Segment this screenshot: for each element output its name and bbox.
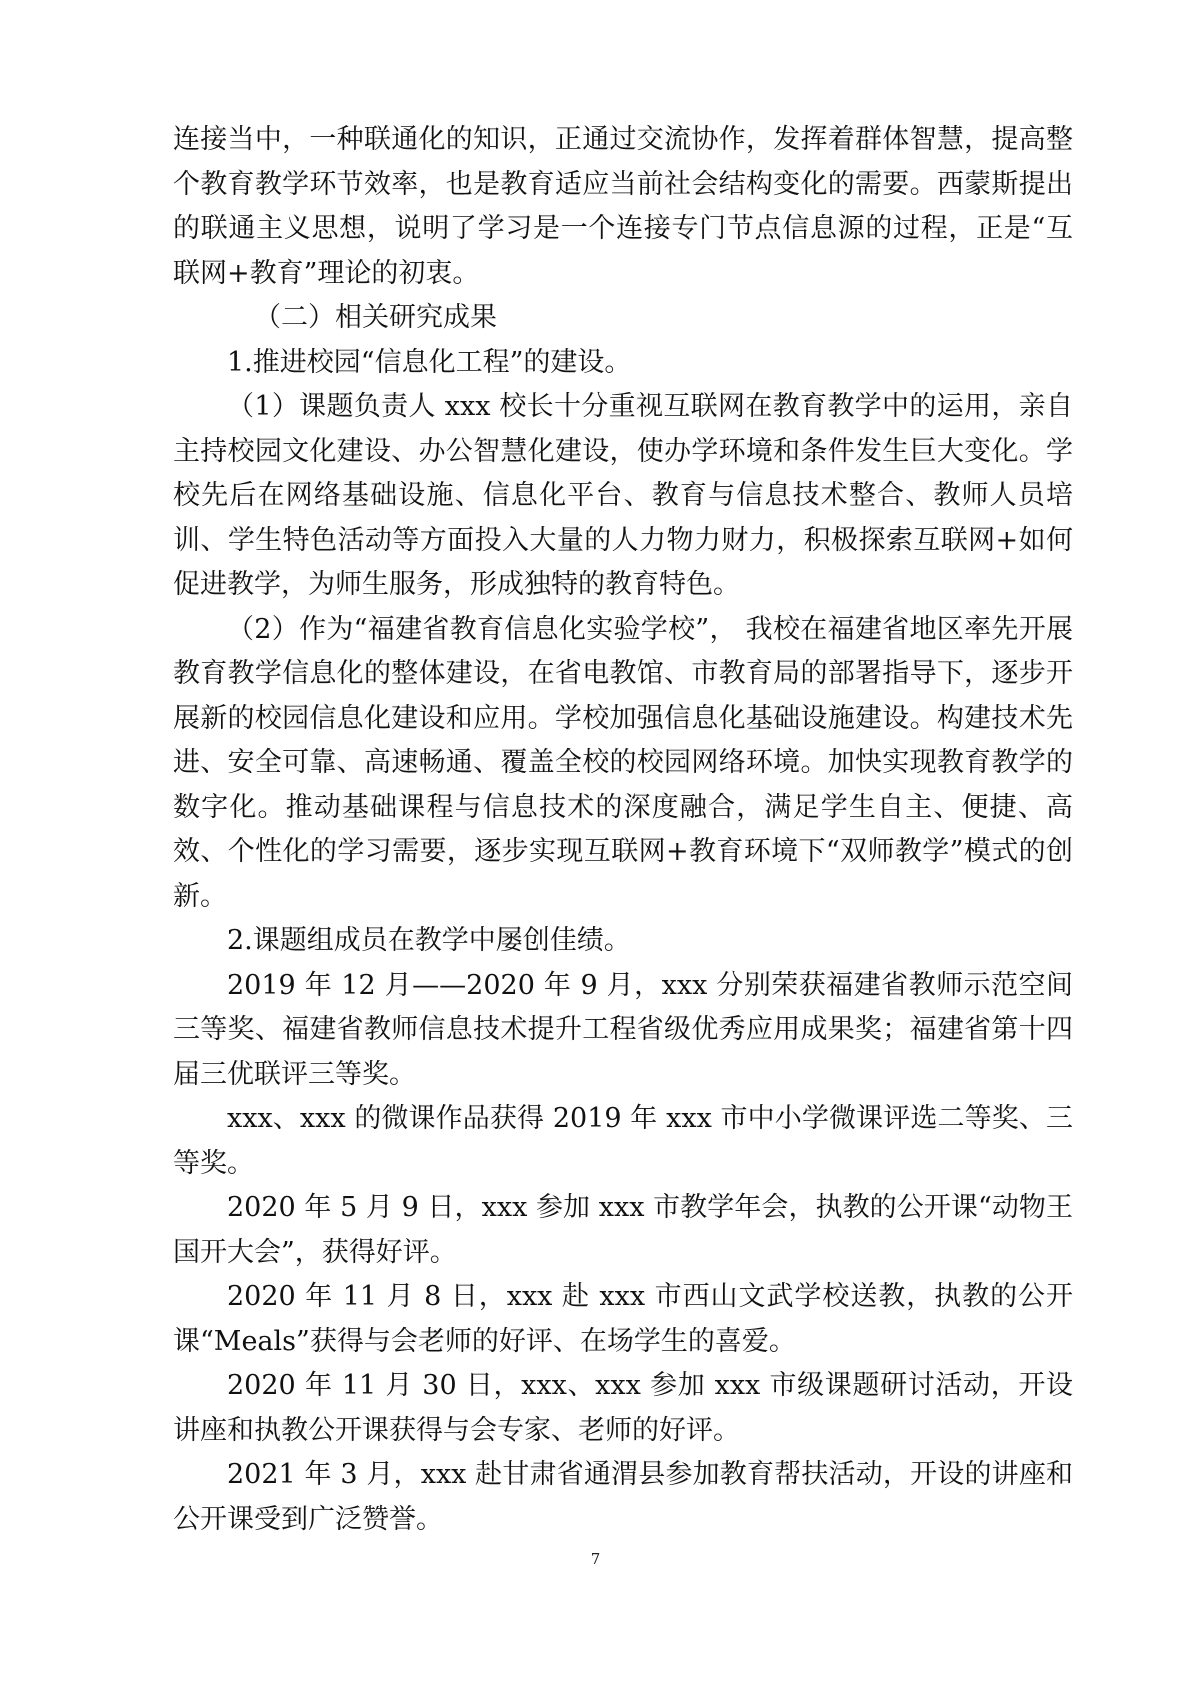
body-text	[173, 118, 1073, 1542]
achievement-paragraph: 2021 年 3 月，xxx 赴甘肃省通渭县参加教育帮扶活动，开设的讲座和公开课受到广泛赞誉。	[173, 1459, 1073, 1535]
achievement-paragraph: xxx、xxx 的微课作品获得 2019 年 xxx 市中小学微课评选二等奖、三等奖。	[173, 1103, 1073, 1179]
paragraph-item-1: （1）课题负责人 xxx 校长十分重视互联网在教育教学中的运用，亲自主持校园文化建设、办公智慧化建设，使办学环境和条件发生巨大变化。学校先后在网络基础设施、信息化平台、教育与信息技术整合、教师人员培训、学生特色活动等方面投入大量的人力物力财力，积极探索互联网+如何促进教学，为师生服务，形成独特的教育特色。	[173, 391, 1073, 600]
subsection-heading: 2.课题组成员在教学中屡创佳绩。	[227, 925, 631, 956]
achievement-paragraph: 2019 年 12 月——2020 年 9 月，xxx 分别荣获福建省教师示范空间三等奖、福建省教师信息技术提升工程省级优秀应用成果奖；福建省第十四届三优联评三等奖。	[173, 969, 1073, 1090]
section-heading: （二）相关研究成果	[254, 302, 497, 333]
achievement-paragraph: 2020 年 11 月 30 日，xxx、xxx 参加 xxx 市级课题研讨活动，开设讲座和执教公开课获得与会专家、老师的好评。	[173, 1370, 1073, 1446]
paragraph-item-2: （2）作为“福建省教育信息化实验学校”， 我校在福建省地区率先开展教育教学信息化的整体建设，在省电教馆、市教育局的部署指导下，逐步开展新的校园信息化建设和应用。学校加强信息化基础设施建设。构建技术先进、安全可靠、高速畅通、覆盖全校的校园网络环境。加快实现教育教学的数字化。推动基础课程与信息技术的深度融合，满足学生自主、便捷、高效、个性化的学习需要，逐步实现互联网+教育环境下“双师教学”模式的创新。	[173, 613, 1073, 912]
achievement-paragraph: 2020 年 5 月 9 日，xxx 参加 xxx 市教学年会，执教的公开课“动物王国开大会”，获得好评。	[173, 1192, 1073, 1268]
subsection-heading: 1.推进校园“信息化工程”的建设。	[227, 346, 632, 378]
achievement-paragraph: 2020 年 11 月 8 日，xxx 赴 xxx 市西山文武学校送教，执教的公开课“Meals”获得与会老师的好评、在场学生的喜爱。	[173, 1281, 1073, 1357]
paragraph-continuation: 连接当中，一种联通化的知识，正通过交流协作，发挥着群体智慧，提高整个教育教学环节效率，也是教育适应当前社会结构变化的需要。西蒙斯提出的联通主义思想，说明了学习是一个连接专门节点信息源的过程，正是“互联网+教育”理论的初衷。	[173, 124, 1073, 289]
page-number: 7	[590, 1550, 601, 1568]
